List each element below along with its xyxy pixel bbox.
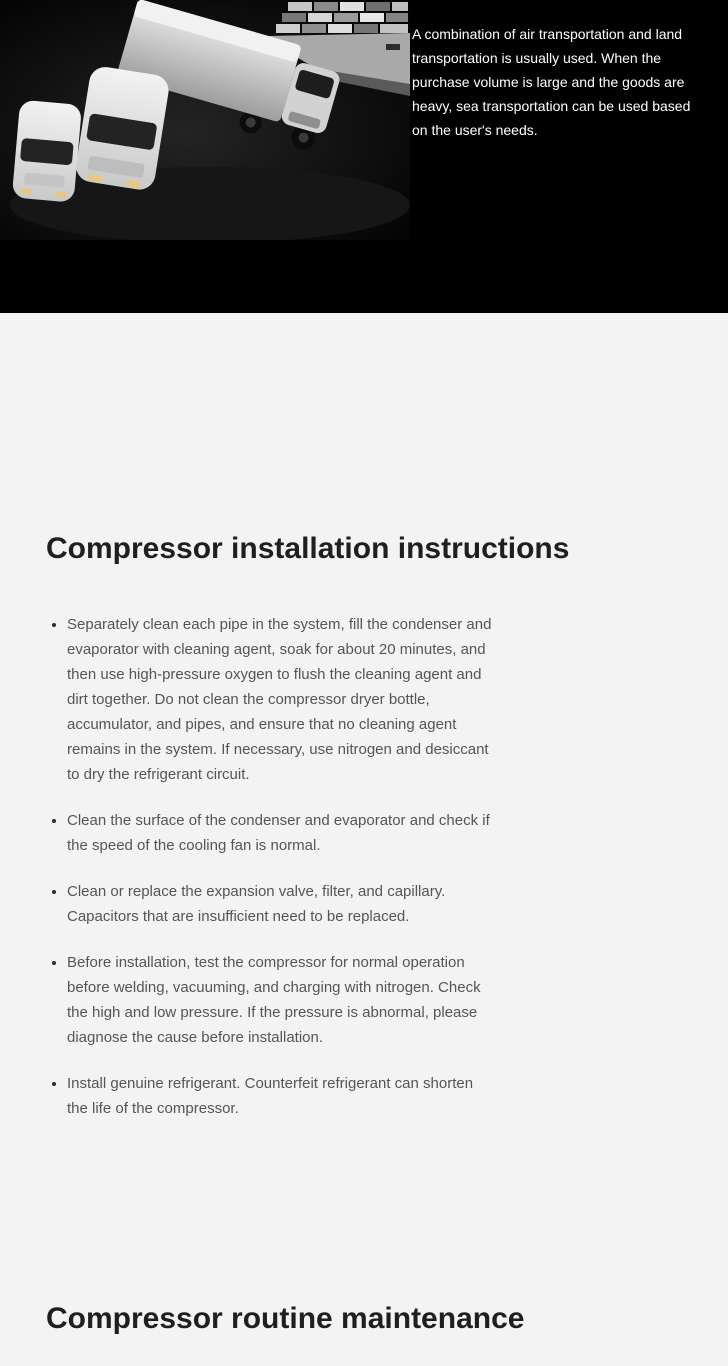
instruction-bullet: • Install genuine refrigerant. Counterfeit refrigerant can shorten the life of the compressor. [67,1071,494,1121]
instruction-bullet: • Separately clean each pipe in the system, fill the condenser and evaporator with cleaning agent, soak for about 20 minutes, and then use high-pressure oxygen to flush the cleaning agent and dirt together. Do not clean the compressor dryer bottle, accumulator, and pipes, and ensure that no cleaning agent remains in the system. If necessary, use nitrogen and desiccant to dry the refrigerant circuit. [67,612,494,787]
small-van-windshield [20,138,74,165]
logistics-photo [0,0,410,240]
routine-maintenance-heading: Compressor routine maintenance [46,1302,525,1335]
shipping-description-text: A combination of air transportation and land transportation is usually used. When the purchase volume is large and the goods are heavy, sea transportation can be used based on the user's needs. [412,26,691,138]
small-van-headlight-right [54,191,66,197]
hero-section [0,0,728,313]
ship-window [386,44,400,50]
content-section [0,313,728,1366]
instruction-bullet: • Clean the surface of the condenser and evaporator and check if the speed of the cooling fan is normal. [67,808,494,858]
instruction-bullet: • Before installation, test the compressor for normal operation before welding, vacuuming, and charging with nitrogen. Check the high and low pressure. If the pressure is abnormal, please diagnose the cause before installation. [67,950,494,1050]
instruction-bullet: • Clean or replace the expansion valve, filter, and capillary. Capacitors that are insufficient need to be replaced. [67,879,494,929]
small-van-illustration [12,100,82,203]
installation-instructions-heading: Compressor installation instructions [46,532,570,565]
container-stack [276,2,408,33]
installation-instructions-list [0,612,494,1121]
small-van-headlight-left [20,188,32,194]
